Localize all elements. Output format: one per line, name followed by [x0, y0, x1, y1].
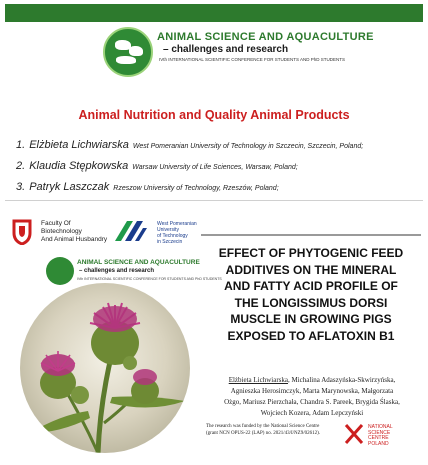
section-title: Animal Nutrition and Quality Animal Products: [78, 108, 350, 122]
poster-logo-subtitle: – challenges and research: [79, 268, 155, 274]
poster-logo-tagline: IVth INTERNATIONAL SCIENTIFIC CONFERENCE FOR STUDENTS AND PhD STUDENTS: [77, 277, 222, 281]
faculty-name: Faculty Of Biotechnology And Animal Husbandry: [41, 220, 108, 243]
author-number: 1.: [16, 139, 26, 151]
conference-emblem-icon: [103, 27, 153, 77]
paper-authors: Elżbieta Lichwiarska, Michalina Adaszyńska-Skwirzyńska, Agnieszka Herosimczyk, Marta Marynowska, Małgorzata Ożgo, Mariusz Pierzchała, Chandra S. Pareek, Brygida Ślaska, Wojciech Kozera, Adam Lepczyński: [224, 376, 400, 417]
author-name: Patryk Laszczak: [29, 181, 110, 193]
ncn-emblem-icon: [344, 423, 364, 445]
title-rule: [201, 234, 421, 236]
poster-logo-title: ANIMAL SCIENCE AND AQUACULTURE: [77, 259, 200, 266]
author-affiliation: Rzeszow University of Technology, Rzeszów, Poland;: [113, 185, 279, 192]
logo-title: ANIMAL SCIENCE AND AQUACULTURE: [157, 31, 374, 43]
faculty-logo-icon: [10, 219, 34, 245]
author-list: [16, 139, 363, 202]
author-item: [16, 181, 363, 202]
author-name: Elżbieta Lichwiarska: [29, 139, 129, 151]
lead-author: Elżbieta Lichwiarska: [228, 376, 288, 384]
divider: [5, 200, 423, 201]
author-item: [16, 160, 363, 181]
author-number: 2.: [16, 160, 26, 172]
top-green-bar: [5, 4, 423, 22]
logo-subtitle: – challenges and research: [163, 44, 289, 55]
author-affiliation: West Pomeranian University of Technology in Szczecin, Szczecin, Poland;: [132, 143, 364, 150]
university-logo-icon: [113, 219, 149, 243]
conference-emblem-icon: [46, 257, 74, 285]
author-number: 3.: [16, 181, 26, 193]
paper-title: EFFECT OF PHYTOGENIC FEED ADDITIVES ON THE MINERAL AND FATTY ACID PROFILE OF THE LONGISSIMUS DORSI MUSCLE IN GROWING PIGS EXPOSED TO AFLATOXIN B1: [218, 246, 404, 343]
ncn-name: NATIONAL SCIENCE CENTRE POLAND: [368, 424, 393, 447]
funding-note: The research was funded by the National Science Centre (grant NCN OPUS-22 (LAP) no. 2021/43/I/NZ9/02612).: [206, 424, 321, 436]
ncn-logo: [344, 423, 404, 447]
author-name: Klaudia Stępkowska: [29, 160, 129, 172]
poster-conference-logo: [46, 257, 222, 285]
author-item: [16, 139, 363, 160]
conference-logo: [103, 27, 374, 77]
university-name: West Pomeranian University of Technology in Szczecin: [157, 221, 197, 245]
author-affiliation: Warsaw University of Life Sciences, Warsaw, Poland;: [132, 164, 298, 171]
thistle-photo: [20, 283, 190, 453]
logo-tagline: IVth INTERNATIONAL SCIENTIFIC CONFERENCE FOR STUDENTS AND PhD STUDENTS: [159, 57, 346, 62]
poster-preview: [6, 207, 424, 462]
